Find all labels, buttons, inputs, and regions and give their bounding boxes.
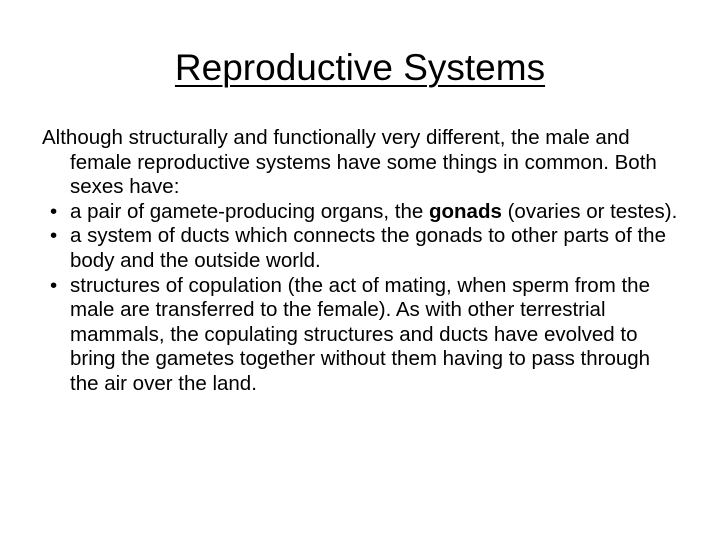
bullet-dot-icon: • xyxy=(50,224,58,248)
bullet-text: a system of ducts which connects the gonads to other parts of the body and the outside world. xyxy=(70,224,666,272)
bullet-item-copulation xyxy=(42,274,682,397)
bullet-text: (ovaries or testes). xyxy=(501,199,678,223)
bullet-list xyxy=(42,200,682,397)
slide-body xyxy=(42,126,682,397)
bullet-dot-icon: • xyxy=(50,199,58,223)
bullet-item-gonads xyxy=(42,200,682,225)
slide-title: Reproductive Systems xyxy=(174,47,546,88)
intro-paragraph: Although structurally and functionally very different, the male and female reproductive systems have some things in common. Both sexes have: xyxy=(42,126,657,199)
bullet-item-ducts xyxy=(42,224,682,273)
bold-term: gonads xyxy=(428,199,502,223)
bullet-text: structures of copulation (the act of mating, when sperm from the male are transferred to the female). As with other terrestrial mammals, the copulating structures and ducts have evolved to bring the gametes together without them having to pass through the air over the land. xyxy=(70,273,651,395)
bullet-text: a pair of gamete-producing organs, the xyxy=(70,199,429,223)
bullet-dot-icon: • xyxy=(50,273,58,297)
